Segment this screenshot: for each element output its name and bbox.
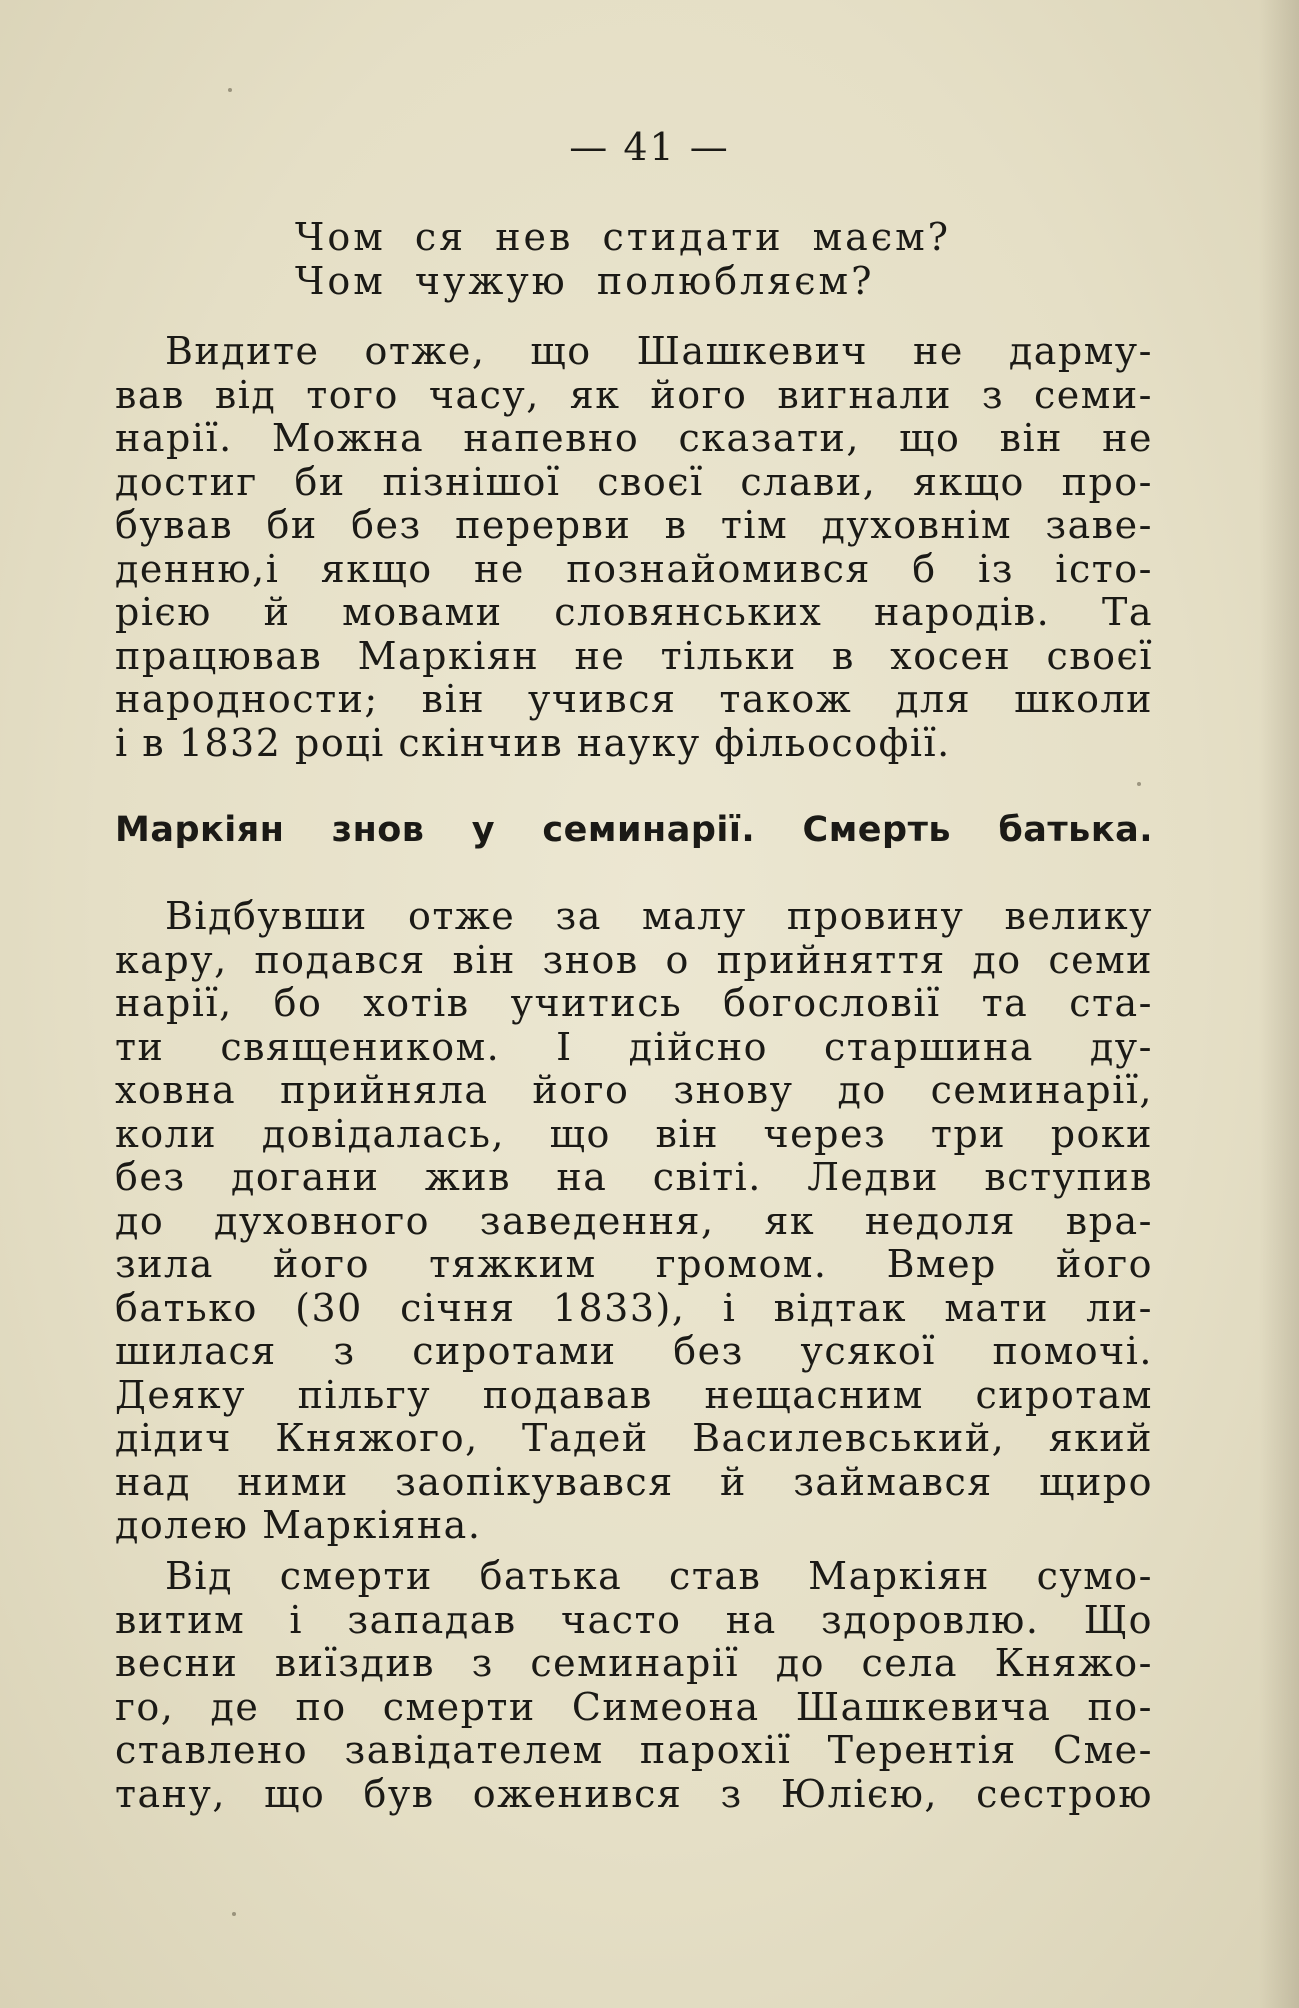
text-line: Відбувши отже за малу провину велику xyxy=(165,894,1153,938)
paper-speck xyxy=(228,88,232,92)
verse-quote xyxy=(295,215,1095,303)
text-line: кару, подався він знов о прийняття до семи xyxy=(115,937,1153,982)
text-line: над ними заопікувався й займався щиро xyxy=(115,1459,1153,1504)
text-line: вав від того часу, як його вигнали з семи- xyxy=(115,372,1153,417)
text-line: Від смерти батька став Маркіян сумо- xyxy=(165,1554,1153,1598)
text-line: дідич Княжого, Тадей Василевський, який xyxy=(115,1416,1153,1460)
text-line: шилася з сиротами без усякої помочі. xyxy=(115,1329,1153,1373)
text-line: достиг би пізнішої своєї слави, якщо про- xyxy=(115,459,1153,504)
text-line: зила його тяжким громом. Вмер його xyxy=(115,1242,1153,1286)
text-line: го, де по смерти Симеона Шашкевича по- xyxy=(115,1684,1153,1729)
page-edge-shadow xyxy=(1259,0,1299,2008)
text-line: працював Маркіян не тільки в хосен своєї xyxy=(115,633,1153,678)
text-line: рією й мовами словянських народів. Та xyxy=(115,590,1153,634)
text-line: коли довідалась, що він через три роки xyxy=(115,1111,1153,1156)
paper-speck xyxy=(232,1912,236,1916)
verse-line: Чом чужую полюбляєм? xyxy=(295,259,875,303)
text-line: нарії, бо хотів учитись богословії та ста- xyxy=(115,981,1153,1025)
section-heading: Маркіян знов у семинарії. Смерть батька. xyxy=(115,810,1153,850)
paragraph-1 xyxy=(115,330,1153,765)
verse-line: Чом ся нев стидати маєм? xyxy=(295,215,952,259)
text-line: тану, що був оженився з Юлією, сестрою xyxy=(115,1771,1153,1816)
paragraph-2 xyxy=(115,895,1153,1548)
text-line: Деяку пільгу подавав нещасним сиротам xyxy=(115,1372,1153,1417)
text-line: денню,і якщо не познайомився б із істо- xyxy=(115,546,1153,591)
text-line: до духовного заведення, як недоля вра- xyxy=(115,1198,1153,1243)
text-line: нарії. Можна напевно сказати, що він не xyxy=(115,416,1153,460)
text-line: батько (30 січня 1833), і відтак мати ли- xyxy=(115,1285,1153,1330)
page-number: — 41 — xyxy=(569,125,730,169)
text-line: ти священиком. І дійсно старшина ду- xyxy=(115,1024,1153,1069)
text-line: долею Маркіяна. xyxy=(115,1503,482,1547)
text-line: весни виїздив з семинарії до села Княжо- xyxy=(115,1641,1153,1685)
text-line: ховна прийняла його знову до семинарії, xyxy=(115,1068,1153,1112)
paper-speck xyxy=(1137,782,1141,786)
text-line: і в 1832 році скінчив науку фільософії. xyxy=(115,720,951,765)
text-line: витим і западав часто на здоровлю. Що xyxy=(115,1597,1153,1642)
text-line: народности; він учився також для школи xyxy=(115,677,1153,721)
text-line: Видите отже, що Шашкевич не дарму- xyxy=(165,329,1153,373)
text-line: бував би без перерви в тім духовнім заве- xyxy=(115,503,1153,547)
paragraph-3 xyxy=(115,1555,1153,1816)
text-line: ставлено завідателем парохії Терентія Сме- xyxy=(115,1728,1153,1772)
text-line: без догани жив на світі. Ледви вступив xyxy=(115,1155,1153,1199)
